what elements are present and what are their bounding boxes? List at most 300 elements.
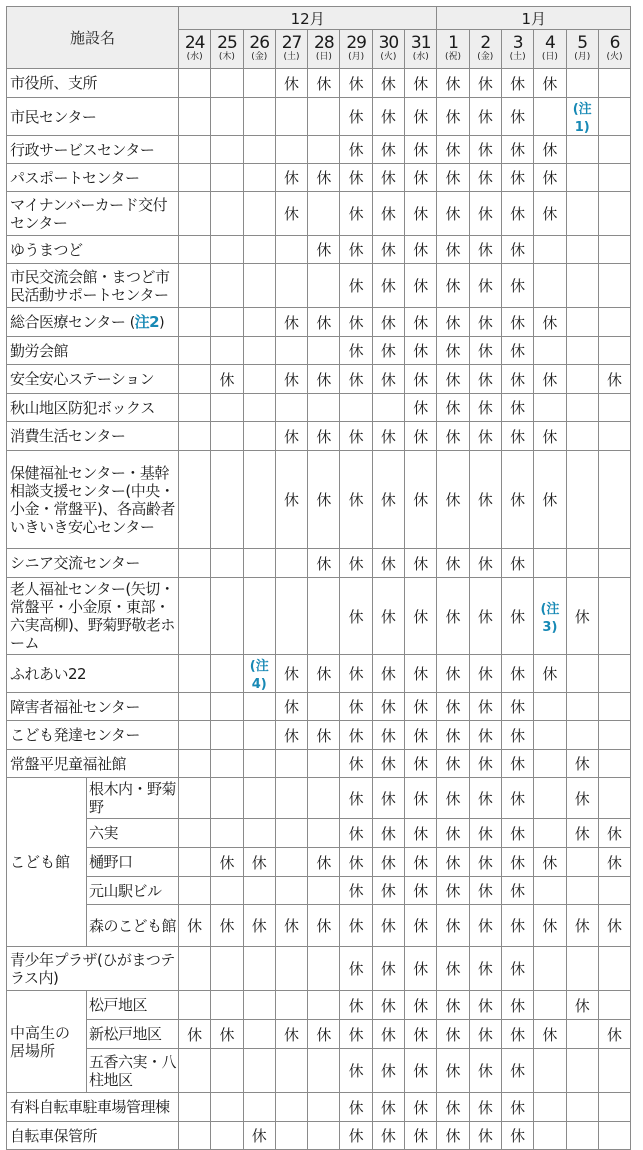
closed-cell: 休 xyxy=(372,877,404,905)
open-cell xyxy=(211,693,243,721)
closed-cell: 休 xyxy=(405,337,437,365)
closed-cell: 休 xyxy=(405,947,437,991)
open-cell xyxy=(275,236,307,264)
month-header-december: 12月 xyxy=(179,7,437,30)
open-cell xyxy=(598,264,630,308)
open-cell xyxy=(243,947,275,991)
open-cell xyxy=(598,308,630,337)
table-row xyxy=(7,422,631,451)
open-cell xyxy=(534,98,566,136)
closed-cell: 休 xyxy=(308,655,340,693)
table-row xyxy=(7,693,631,721)
closed-cell: 休 xyxy=(437,721,469,750)
closed-cell: 休 xyxy=(469,778,501,819)
closed-cell: 休 xyxy=(405,192,437,236)
closed-cell: 休 xyxy=(275,422,307,451)
table-row xyxy=(7,1122,631,1150)
closed-cell: 休 xyxy=(534,308,566,337)
closed-cell: 休 xyxy=(469,848,501,877)
facility-name-text: 森のこども館 xyxy=(89,916,177,935)
holiday-closure-table xyxy=(6,6,631,1150)
open-cell xyxy=(211,947,243,991)
open-cell xyxy=(179,365,211,394)
closed-cell: 休 xyxy=(534,422,566,451)
open-cell xyxy=(211,422,243,451)
table-row xyxy=(7,655,631,693)
closed-cell: 休 xyxy=(469,905,501,947)
closed-cell: 休 xyxy=(501,655,533,693)
closed-cell: 休 xyxy=(437,264,469,308)
closed-cell: 休 xyxy=(437,819,469,848)
open-cell xyxy=(243,991,275,1020)
closed-cell: 休 xyxy=(437,549,469,578)
day-weekday: (火) xyxy=(380,52,397,62)
closed-cell: 休 xyxy=(469,877,501,905)
facility-name xyxy=(7,337,179,365)
closed-cell: 休 xyxy=(340,451,372,549)
open-cell xyxy=(534,1122,566,1150)
closed-cell: 休 xyxy=(340,1093,372,1122)
open-cell xyxy=(566,422,598,451)
closed-cell: 休 xyxy=(308,549,340,578)
facility-name-text: パスポートセンター xyxy=(10,168,140,187)
closed-cell: 休 xyxy=(501,778,533,819)
closed-cell: 休 xyxy=(469,264,501,308)
day-number: 31 xyxy=(410,33,431,53)
day-number: 25 xyxy=(217,33,237,53)
closed-cell: 休 xyxy=(501,991,533,1020)
open-cell xyxy=(211,819,243,848)
closed-cell: 休 xyxy=(437,365,469,394)
closed-cell: 休 xyxy=(340,721,372,750)
closed-cell: 休 xyxy=(372,422,404,451)
open-cell xyxy=(275,394,307,422)
facility-name-text: 消費生活センター xyxy=(10,427,126,445)
open-cell xyxy=(534,778,566,819)
open-cell xyxy=(179,848,211,877)
table-row xyxy=(7,991,631,1020)
open-cell xyxy=(179,750,211,778)
closed-cell: 休 xyxy=(372,549,404,578)
day-weekday: (月) xyxy=(348,52,365,62)
day-weekday: (土) xyxy=(509,52,526,62)
closed-cell: 休 xyxy=(501,422,533,451)
closed-cell: 休 xyxy=(340,991,372,1020)
open-cell xyxy=(566,877,598,905)
closed-cell: 休 xyxy=(534,69,566,98)
closed-cell: 休 xyxy=(469,136,501,164)
open-cell xyxy=(598,655,630,693)
table-row xyxy=(7,877,631,905)
facility-name-text: 秋山地区防犯ボックス xyxy=(10,398,155,417)
table-row xyxy=(7,365,631,394)
day-weekday: (水) xyxy=(412,52,429,62)
closed-cell: 休 xyxy=(469,69,501,98)
open-cell xyxy=(308,394,340,422)
facility-name xyxy=(87,1020,179,1049)
closed-cell: 休 xyxy=(501,236,533,264)
closed-cell: 休 xyxy=(598,819,630,848)
open-cell xyxy=(243,264,275,308)
open-cell xyxy=(243,877,275,905)
closed-cell: 休 xyxy=(534,655,566,693)
open-cell xyxy=(340,394,372,422)
open-cell xyxy=(372,394,404,422)
closed-cell: 休 xyxy=(598,1020,630,1049)
closed-cell: 休 xyxy=(340,164,372,192)
closed-cell: 休 xyxy=(405,264,437,308)
open-cell xyxy=(211,136,243,164)
facility-name-text: 常盤平児童福祉館 xyxy=(10,754,127,773)
facility-name xyxy=(87,819,179,848)
closed-cell: 休 xyxy=(308,905,340,947)
open-cell xyxy=(598,1122,630,1150)
open-cell xyxy=(179,693,211,721)
closed-cell: 休 xyxy=(501,848,533,877)
open-cell xyxy=(243,1093,275,1122)
table-row xyxy=(7,394,631,422)
closed-cell: 休 xyxy=(501,1020,533,1049)
open-cell xyxy=(534,991,566,1020)
closed-cell: 休 xyxy=(308,308,340,337)
closed-cell: 休 xyxy=(340,1049,372,1093)
open-cell xyxy=(308,578,340,655)
facility-name-text: 有料自転車駐車場管理棟 xyxy=(10,1098,170,1116)
closed-cell: 休 xyxy=(469,750,501,778)
open-cell xyxy=(211,778,243,819)
facility-name xyxy=(7,192,179,236)
facility-name-text: 新松戸地区 xyxy=(89,1025,162,1043)
facility-name xyxy=(87,778,179,819)
day-header xyxy=(211,30,243,69)
closed-cell: 休 xyxy=(405,236,437,264)
closed-cell: 休 xyxy=(566,750,598,778)
closed-cell: 休 xyxy=(437,451,469,549)
closed-cell: 休 xyxy=(469,1122,501,1150)
day-weekday: (金) xyxy=(477,52,494,62)
closed-cell: 休 xyxy=(437,69,469,98)
closed-cell: 休 xyxy=(372,848,404,877)
open-cell xyxy=(566,947,598,991)
closed-cell: 休 xyxy=(437,778,469,819)
closed-cell: 休 xyxy=(372,778,404,819)
facility-name xyxy=(7,264,179,308)
closed-cell: 休 xyxy=(405,750,437,778)
table-row xyxy=(7,549,631,578)
facility-name xyxy=(7,578,179,655)
closed-cell: 休 xyxy=(598,365,630,394)
open-cell xyxy=(243,1049,275,1093)
facility-name xyxy=(7,721,179,750)
open-cell xyxy=(598,164,630,192)
day-weekday: (木) xyxy=(218,52,235,62)
day-weekday: (水) xyxy=(186,52,203,62)
closed-cell: 休 xyxy=(179,905,211,947)
day-weekday: (日) xyxy=(541,52,558,62)
closed-cell: 休 xyxy=(405,877,437,905)
closed-cell: 休 xyxy=(372,750,404,778)
closed-cell: 休 xyxy=(534,136,566,164)
open-cell xyxy=(534,236,566,264)
open-cell xyxy=(243,1020,275,1049)
open-cell xyxy=(179,991,211,1020)
open-cell xyxy=(566,264,598,308)
facility-name-header: 施設名 xyxy=(7,7,179,69)
closed-cell: 休 xyxy=(275,721,307,750)
closed-cell: 休 xyxy=(340,136,372,164)
facility-name xyxy=(7,1122,179,1150)
closed-cell: 休 xyxy=(340,693,372,721)
closed-cell: 休 xyxy=(179,1020,211,1049)
closed-cell: 休 xyxy=(340,192,372,236)
open-cell xyxy=(211,236,243,264)
day-weekday: (日) xyxy=(315,52,332,62)
closed-cell: 休 xyxy=(501,394,533,422)
closed-cell: 休 xyxy=(372,947,404,991)
month-header-january: 1月 xyxy=(437,7,631,30)
open-cell xyxy=(566,1049,598,1093)
closed-cell: 休 xyxy=(372,365,404,394)
open-cell xyxy=(211,1049,243,1093)
facility-name xyxy=(7,693,179,721)
day-header xyxy=(179,30,211,69)
facility-name-text: 障害者福祉センター xyxy=(10,697,140,716)
closed-cell: 休 xyxy=(211,905,243,947)
note-cell xyxy=(534,578,566,655)
closed-cell: 休 xyxy=(469,578,501,655)
open-cell xyxy=(179,778,211,819)
closed-cell: 休 xyxy=(405,1122,437,1150)
closed-cell: 休 xyxy=(437,394,469,422)
closed-cell: 休 xyxy=(437,308,469,337)
open-cell xyxy=(211,308,243,337)
closed-cell: 休 xyxy=(308,365,340,394)
facility-name-text: マイナンバーカード交付センター xyxy=(10,195,168,232)
open-cell xyxy=(211,1122,243,1150)
open-cell xyxy=(179,69,211,98)
open-cell xyxy=(566,848,598,877)
closed-cell: 休 xyxy=(372,1093,404,1122)
open-cell xyxy=(179,98,211,136)
day-number: 5 xyxy=(577,33,588,53)
open-cell xyxy=(243,136,275,164)
closed-cell: 休 xyxy=(469,236,501,264)
closed-cell: 休 xyxy=(598,905,630,947)
open-cell xyxy=(211,1093,243,1122)
facility-name-text: 元山駅ビル xyxy=(89,881,162,900)
day-number: 1 xyxy=(448,33,458,53)
open-cell xyxy=(566,192,598,236)
closed-cell: 休 xyxy=(469,98,501,136)
open-cell xyxy=(179,1049,211,1093)
closed-cell: 休 xyxy=(340,877,372,905)
note-ref: (注4) xyxy=(249,659,269,692)
open-cell xyxy=(179,877,211,905)
closed-cell: 休 xyxy=(340,1122,372,1150)
closed-cell: 休 xyxy=(501,308,533,337)
open-cell xyxy=(275,1122,307,1150)
closed-cell: 休 xyxy=(405,655,437,693)
closed-cell: 休 xyxy=(275,365,307,394)
closed-cell: 休 xyxy=(308,721,340,750)
closed-cell: 休 xyxy=(405,778,437,819)
open-cell xyxy=(179,164,211,192)
open-cell xyxy=(566,721,598,750)
open-cell xyxy=(211,98,243,136)
open-cell xyxy=(598,1049,630,1093)
closed-cell: 休 xyxy=(372,905,404,947)
day-header xyxy=(275,30,307,69)
open-cell xyxy=(308,819,340,848)
closed-cell: 休 xyxy=(372,98,404,136)
open-cell xyxy=(275,848,307,877)
open-cell xyxy=(275,337,307,365)
open-cell xyxy=(275,1093,307,1122)
note-cell xyxy=(566,98,598,136)
closed-cell: 休 xyxy=(275,451,307,549)
open-cell xyxy=(275,136,307,164)
closed-cell: 休 xyxy=(308,422,340,451)
table-row xyxy=(7,778,631,819)
facility-name xyxy=(87,905,179,947)
open-cell xyxy=(243,164,275,192)
closed-cell: 休 xyxy=(469,394,501,422)
open-cell xyxy=(179,1122,211,1150)
closed-cell: 休 xyxy=(275,69,307,98)
day-weekday: (月) xyxy=(574,52,591,62)
closed-cell: 休 xyxy=(372,264,404,308)
closed-cell: 休 xyxy=(534,192,566,236)
closed-cell: 休 xyxy=(372,69,404,98)
table-row xyxy=(7,451,631,549)
closed-cell: 休 xyxy=(501,1093,533,1122)
open-cell xyxy=(566,1093,598,1122)
closed-cell: 休 xyxy=(501,365,533,394)
open-cell xyxy=(243,422,275,451)
table-row xyxy=(7,947,631,991)
open-cell xyxy=(179,337,211,365)
closed-cell: 休 xyxy=(340,236,372,264)
open-cell xyxy=(598,778,630,819)
open-cell xyxy=(179,308,211,337)
facility-name xyxy=(7,164,179,192)
open-cell xyxy=(534,947,566,991)
closed-cell: 休 xyxy=(372,192,404,236)
closed-cell: 休 xyxy=(437,905,469,947)
closed-cell: 休 xyxy=(340,422,372,451)
day-number: 27 xyxy=(281,33,302,53)
closed-cell: 休 xyxy=(340,337,372,365)
table-row xyxy=(7,819,631,848)
open-cell xyxy=(598,578,630,655)
facility-name xyxy=(7,451,179,549)
open-cell xyxy=(566,394,598,422)
closed-cell: 休 xyxy=(211,365,243,394)
closed-cell: 休 xyxy=(566,778,598,819)
closed-cell: 休 xyxy=(405,451,437,549)
closed-cell: 休 xyxy=(340,819,372,848)
open-cell xyxy=(179,394,211,422)
closed-cell: 休 xyxy=(405,394,437,422)
table-row xyxy=(7,69,631,98)
facility-name xyxy=(7,1093,179,1122)
open-cell xyxy=(598,693,630,721)
closed-cell: 休 xyxy=(340,905,372,947)
facility-name-text: 松戸地区 xyxy=(89,996,148,1014)
open-cell xyxy=(179,451,211,549)
open-cell xyxy=(243,778,275,819)
open-cell xyxy=(243,337,275,365)
closed-cell: 休 xyxy=(372,337,404,365)
open-cell xyxy=(308,1093,340,1122)
closed-cell: 休 xyxy=(372,655,404,693)
facility-name-text: 青少年プラザ(ひがまつテラス内) xyxy=(10,950,175,987)
closed-cell: 休 xyxy=(308,236,340,264)
closed-cell: 休 xyxy=(469,451,501,549)
open-cell xyxy=(308,1122,340,1150)
closed-cell: 休 xyxy=(501,549,533,578)
open-cell xyxy=(275,264,307,308)
closed-cell: 休 xyxy=(566,578,598,655)
table-row xyxy=(7,98,631,136)
closed-cell: 休 xyxy=(372,164,404,192)
closed-cell: 休 xyxy=(437,422,469,451)
table-row xyxy=(7,750,631,778)
day-header xyxy=(534,30,566,69)
facility-name-text: 市役所、支所 xyxy=(10,74,98,92)
closed-cell: 休 xyxy=(372,721,404,750)
day-weekday: (火) xyxy=(606,52,623,62)
day-header xyxy=(405,30,437,69)
closed-cell: 休 xyxy=(469,819,501,848)
open-cell xyxy=(243,693,275,721)
note-cell xyxy=(243,655,275,693)
closed-cell: 休 xyxy=(469,1093,501,1122)
closed-cell: 休 xyxy=(275,164,307,192)
closed-cell: 休 xyxy=(275,1020,307,1049)
facility-name-text: 老人福祉センター(矢切・常盤平・小金原・東部・六実高柳)、野菊野敬老ホーム xyxy=(10,580,175,652)
day-number: 24 xyxy=(184,33,205,53)
facility-name xyxy=(7,365,179,394)
open-cell xyxy=(566,549,598,578)
closed-cell: 休 xyxy=(405,721,437,750)
closed-cell: 休 xyxy=(501,136,533,164)
table-row xyxy=(7,308,631,337)
day-weekday: (土) xyxy=(283,52,300,62)
open-cell xyxy=(211,655,243,693)
closed-cell: 休 xyxy=(437,1049,469,1093)
open-cell xyxy=(534,877,566,905)
closed-cell: 休 xyxy=(469,721,501,750)
open-cell xyxy=(179,721,211,750)
day-number: 30 xyxy=(378,33,399,53)
day-header xyxy=(243,30,275,69)
closed-cell: 休 xyxy=(340,549,372,578)
table-row xyxy=(7,721,631,750)
open-cell xyxy=(308,778,340,819)
closed-cell: 休 xyxy=(405,905,437,947)
closed-cell: 休 xyxy=(405,1049,437,1093)
open-cell xyxy=(179,136,211,164)
open-cell xyxy=(566,136,598,164)
open-cell xyxy=(534,337,566,365)
closed-cell: 休 xyxy=(437,578,469,655)
day-number: 4 xyxy=(545,33,555,53)
day-number: 29 xyxy=(346,33,366,53)
closed-cell: 休 xyxy=(469,693,501,721)
closed-cell: 休 xyxy=(372,308,404,337)
day-number: 3 xyxy=(512,33,523,53)
